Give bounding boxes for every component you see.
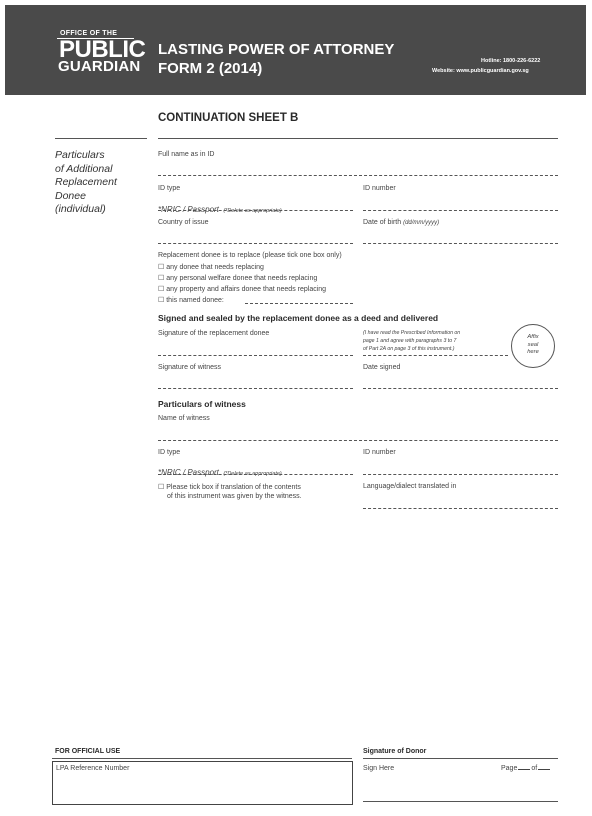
witness-id-type-field[interactable]	[158, 474, 353, 475]
witness-signature-field[interactable]	[158, 388, 353, 389]
form-title: LASTING POWER OF ATTORNEY	[158, 41, 395, 58]
replace-option-label: any personal welfare donee that needs replacing	[166, 275, 318, 282]
hotline-text: Hotline: 1800-226-6222	[481, 58, 541, 64]
delete-note: (*Delete as appropriate)	[223, 208, 282, 214]
witness-heading: Particulars of witness	[158, 399, 246, 409]
note-rule	[363, 355, 508, 356]
sidebar-line: Replacement	[55, 176, 117, 188]
seal-line: here	[527, 349, 539, 355]
donee-signature-label: Signature of the replacement donee	[158, 330, 270, 337]
language-label: Language/dialect translated in	[363, 483, 457, 490]
prescribed-info-note	[363, 329, 508, 353]
donor-signature-rule	[363, 758, 558, 759]
page-blank[interactable]	[518, 769, 530, 770]
logo-guardian-text: GUARDIAN	[58, 58, 141, 75]
page-number	[501, 765, 550, 772]
date-signed-label: Date signed	[363, 364, 401, 371]
checkbox[interactable]: ☐	[158, 264, 165, 271]
sidebar-line: Particulars	[55, 149, 105, 161]
note-line: of Part 2A on page 3 of this instrument.)	[363, 346, 455, 352]
logo-public-text: PUBLIC	[59, 36, 146, 63]
replace-option[interactable]	[158, 274, 317, 282]
dob-field[interactable]	[363, 243, 558, 244]
donee-signature-field[interactable]	[158, 355, 353, 356]
website-text: Website: www.publicguardian.gov.sg	[432, 68, 529, 74]
full-name-field[interactable]	[158, 175, 558, 176]
witness-id-number-label: ID number	[363, 449, 396, 456]
donor-signature-field[interactable]	[363, 801, 558, 802]
replace-option-label: this named donee:	[166, 297, 224, 304]
seal-circle	[511, 324, 555, 368]
translation-line: of this instrument was given by the witness.	[167, 493, 302, 500]
lpa-reference-label: LPA Reference Number	[56, 765, 130, 772]
replace-option-label: any property and affairs donee that needs replacing	[166, 286, 327, 293]
form-subtitle: FORM 2 (2014)	[158, 60, 263, 77]
country-label: Country of issue	[158, 219, 209, 226]
id-type-field[interactable]	[158, 210, 353, 211]
dob-label-text: Date of birth	[363, 219, 402, 226]
dob-label	[363, 219, 439, 226]
witness-name-field[interactable]	[158, 440, 558, 441]
donor-signature-label: Signature of Donor	[363, 748, 427, 755]
note-line: (I have read the Prescribed Information on	[363, 330, 461, 336]
sheet-title: CONTINUATION SHEET B	[158, 112, 299, 124]
sidebar-line: of Additional	[55, 162, 113, 175]
date-signed-field[interactable]	[363, 388, 558, 389]
translation-option[interactable]	[158, 483, 301, 491]
page-label: Page	[501, 765, 518, 772]
checkbox[interactable]: ☐	[158, 286, 165, 293]
checkbox[interactable]: ☐	[158, 275, 165, 282]
official-use-label: FOR OFFICIAL USE	[55, 748, 121, 755]
language-field[interactable]	[363, 508, 558, 509]
title-rule	[158, 138, 558, 139]
named-donee-field[interactable]	[245, 303, 353, 304]
of-label: of	[531, 765, 538, 772]
id-number-field[interactable]	[363, 210, 558, 211]
witness-signature-label: Signature of witness	[158, 364, 222, 371]
total-pages-blank[interactable]	[538, 769, 550, 770]
witness-id-type-options	[158, 462, 282, 480]
signed-heading: Signed and sealed by the replacement donee as a deed and delivered	[158, 313, 439, 323]
country-field[interactable]	[158, 243, 353, 244]
full-name-label: Full name as in ID	[158, 151, 215, 158]
id-number-label: ID number	[363, 185, 396, 192]
sidebar-line: (individual)	[55, 203, 106, 215]
official-use-rule	[52, 758, 352, 759]
translation-line: Please tick box if translation of the contents	[166, 484, 301, 491]
witness-id-number-field[interactable]	[363, 474, 558, 475]
sidebar-line: Donee	[55, 189, 86, 202]
note-line: page 1 and agree with paragraphs 3 to 7	[363, 338, 457, 344]
sidebar-section-label	[55, 149, 150, 217]
checkbox[interactable]: ☐	[158, 484, 165, 491]
checkbox[interactable]: ☐	[158, 297, 165, 304]
id-type-label: ID type	[158, 185, 181, 192]
replace-option[interactable]	[158, 263, 264, 271]
id-type-options	[158, 199, 282, 217]
witness-id-type-value: *NRIC / Passport	[158, 468, 219, 477]
dob-format: (dd/mm/yyyy)	[403, 220, 440, 226]
replace-option[interactable]	[158, 285, 326, 293]
sign-here-label: Sign Here	[363, 765, 395, 772]
logo-office-text: OFFICE OF THE	[60, 30, 118, 37]
witness-delete-note: (*Delete as appropriate)	[223, 471, 282, 477]
replace-heading: Replacement donee is to replace (please tick one box only)	[158, 252, 342, 259]
witness-id-type-label: ID type	[158, 449, 181, 456]
sidebar-rule	[55, 138, 147, 139]
seal-line: Affix	[527, 334, 539, 340]
id-type-value: *NRIC / Passport	[158, 205, 219, 214]
witness-name-label: Name of witness	[158, 415, 210, 422]
replace-option[interactable]	[158, 296, 224, 304]
seal-line: seal	[527, 341, 539, 348]
replace-option-label: any donee that needs replacing	[166, 264, 264, 271]
